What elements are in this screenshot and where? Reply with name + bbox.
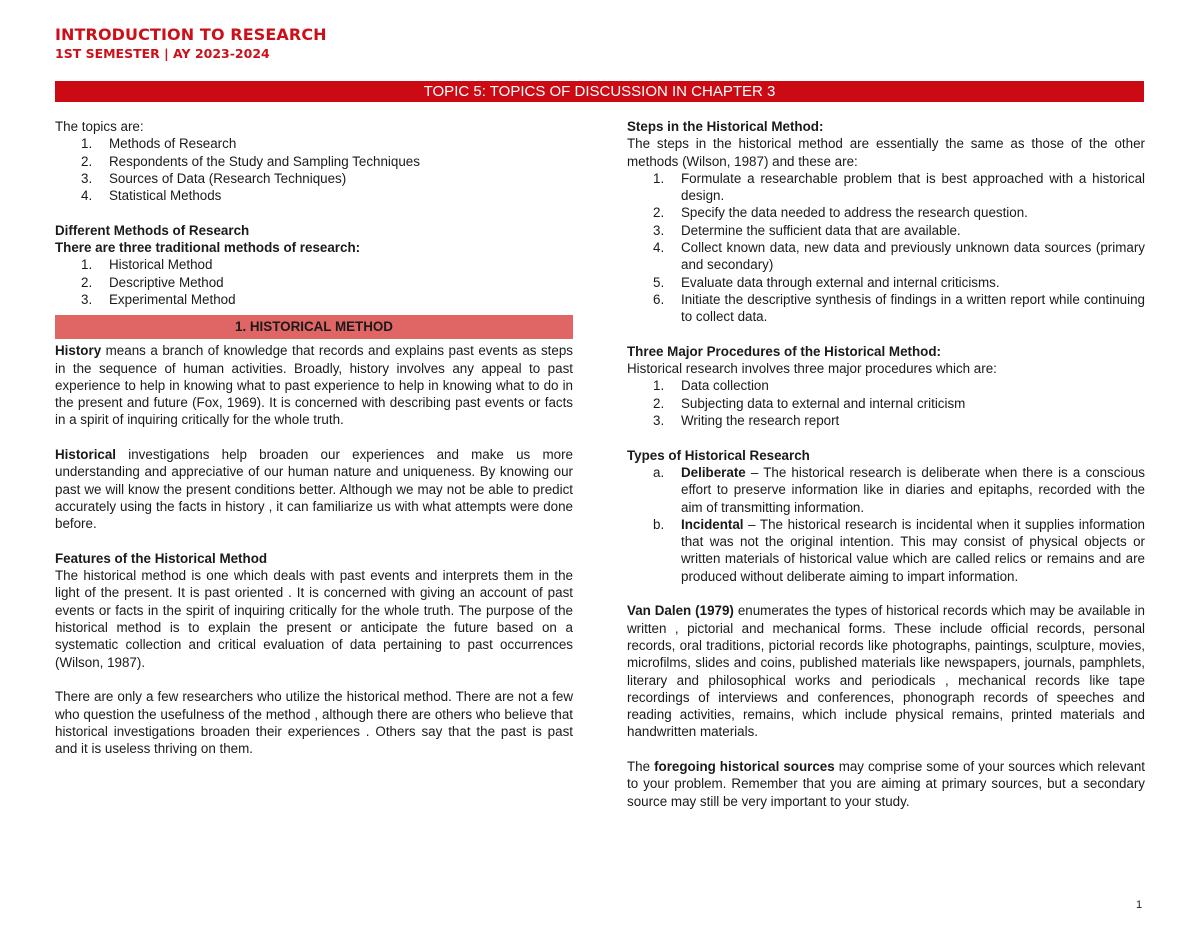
list-number: 3. — [81, 291, 93, 307]
list-item — [627, 412, 1145, 429]
list-item — [627, 291, 1145, 326]
list-text: Sources of Data (Research Techniques) — [109, 170, 347, 186]
list-letter: a. — [653, 464, 665, 480]
topic-title-bar: TOPIC 5: TOPICS OF DISCUSSION IN CHAPTER 3 — [55, 81, 1144, 102]
steps-heading: Steps in the Historical Method: — [627, 119, 824, 134]
list-text: Writing the research report — [681, 413, 840, 429]
foregoing-text: may comprise some of your sources which relevant to your problem. Remember that you are aiming at primary sources, but a secondary source may still be very important to your study. — [627, 758, 1145, 809]
procedures-intro: Historical research involves three major procedures which are: — [627, 361, 997, 377]
historical-text: investigations help broaden our experiences and make us more understanding and appreciative of our human nature and uniqueness. By knowing our past we will know the present conditions better. Although we may not be able to predict accurately using the facts in history , it can familiarize us with what attempts were done before. — [55, 447, 573, 532]
list-item — [627, 170, 1145, 205]
list-item — [55, 135, 573, 152]
list-text: Experimental Method — [109, 291, 236, 307]
right-column — [627, 118, 1145, 810]
list-number: 1. — [81, 257, 93, 273]
semester-label: 1ST SEMESTER | AY 2023-2024 — [55, 46, 270, 61]
list-text: Initiate the descriptive synthesis of findings in a written report while continuing to collect data. — [681, 291, 1145, 325]
list-text: Formulate a researchable problem that is best approached with a historical design. — [681, 170, 1145, 204]
history-paragraph — [55, 342, 573, 428]
type-term: Incidental — [681, 516, 744, 532]
foregoing-pre: The — [627, 758, 655, 774]
list-number: 1. — [653, 378, 665, 394]
list-number: 3. — [653, 413, 665, 429]
list-item — [55, 187, 573, 204]
few-researchers-paragraph: There are only a few researchers who utilize the historical method. There are not a few who question the usefulness of the method , although there are others who believe that historical investigations broaden their experiences . Others say that the past is past and it is useless thriving on them. — [55, 689, 573, 757]
list-number: 1. — [81, 136, 93, 152]
list-number: 2. — [653, 205, 665, 221]
methods-list — [55, 256, 573, 308]
list-item — [627, 222, 1145, 239]
historical-paragraph — [55, 446, 573, 532]
methods-heading: Different Methods of Research — [55, 222, 250, 238]
list-text: Statistical Methods — [109, 188, 222, 204]
features-heading: Features of the Historical Method — [55, 550, 268, 566]
list-number: 2. — [653, 395, 665, 411]
list-item — [55, 170, 573, 187]
list-number: 3. — [81, 170, 93, 186]
types-list — [627, 464, 1145, 585]
type-term: Deliberate — [681, 464, 746, 480]
steps-intro: The steps in the historical method are essentially the same as those of the other methods (Wilson, 1987) and these are: — [627, 136, 1145, 169]
list-item — [55, 274, 573, 291]
methods-subheading: There are three traditional methods of research: — [55, 240, 361, 256]
procedures-list — [627, 377, 1145, 429]
historical-term: Historical — [55, 447, 117, 463]
list-item — [627, 377, 1145, 394]
list-text: – The historical research is incidental when it supplies information that was not the original intention. This may consist of physical objects or written materials of historical value which are called relics or remains and are produced without deliberate aiming to impart information. — [681, 516, 1145, 584]
foregoing-term: foregoing historical sources — [654, 758, 835, 774]
features-paragraph: The historical method is one which deals with past events and interprets them in the light of the present. It is past oriented . It is concerned with giving an account of past events or facts in the spirit of inquiring critically for the whole truth. The purpose of the historical method is to explain the present or anticipate the future based on a systematic collection and critical evaluation of data pertaining to past occurrences (Wilson, 1987). — [55, 568, 573, 670]
list-item — [55, 153, 573, 170]
topics-list — [55, 135, 573, 204]
list-text: Collect known data, new data and previously unknown data sources (primary and secondary) — [681, 240, 1145, 273]
foregoing-paragraph — [627, 758, 1145, 810]
list-text: Historical Method — [109, 257, 213, 273]
list-text: Methods of Research — [109, 136, 237, 152]
list-item — [627, 516, 1145, 585]
list-number: 2. — [81, 274, 93, 290]
historical-method-bar: 1. HISTORICAL METHOD — [55, 315, 573, 339]
list-text: Specify the data needed to address the research question. — [681, 205, 1028, 221]
list-text: Descriptive Method — [109, 274, 224, 290]
course-title: INTRODUCTION TO RESEARCH — [55, 25, 327, 44]
topics-intro: The topics are: — [55, 119, 144, 134]
list-text: Data collection — [681, 378, 769, 394]
procedures-heading: Three Major Procedures of the Historical Method: — [627, 343, 941, 359]
list-item — [627, 204, 1145, 221]
page-number: 1 — [1136, 899, 1143, 911]
list-number: 6. — [653, 291, 665, 307]
van-dalen-paragraph — [627, 602, 1145, 740]
list-item — [55, 291, 573, 308]
list-number: 2. — [81, 153, 93, 169]
list-number: 4. — [81, 188, 93, 204]
list-text: Respondents of the Study and Sampling Techniques — [109, 153, 420, 169]
types-heading: Types of Historical Research — [627, 447, 810, 463]
steps-list — [627, 170, 1145, 326]
list-item — [627, 395, 1145, 412]
list-text: – The historical research is deliberate when there is a conscious effort to preserve information like in diaries and epitaphs, recorded with the aim of transmitting information. — [681, 464, 1145, 515]
history-text: means a branch of knowledge that records and explains past events as steps in the sequence of human activities. Broadly, history involves any appeal to past experience to help in knowing what to past experience to help in knowing what to do in the present and future (Fox, 1969). It is concerned with describing past events or facts in a spirit of inquiring critically for the whole truth. — [55, 343, 573, 428]
list-text: Subjecting data to external and internal criticism — [681, 395, 966, 411]
list-text: Determine the sufficient data that are available. — [681, 222, 961, 238]
history-term: History — [55, 343, 102, 359]
list-item — [627, 239, 1145, 274]
list-item — [627, 464, 1145, 516]
list-number: 4. — [653, 240, 665, 256]
left-column — [55, 118, 573, 757]
list-item — [627, 274, 1145, 291]
list-text: Evaluate data through external and internal criticisms. — [681, 274, 1000, 290]
list-number: 3. — [653, 222, 665, 238]
list-number: 1. — [653, 170, 665, 186]
van-dalen-term: Van Dalen (1979) — [627, 603, 734, 619]
list-letter: b. — [653, 516, 665, 532]
van-dalen-text: enumerates the types of historical records which may be available in written , pictorial and mechanical forms. These include official records, personal records, oral traditions, pictorial records like photographs, paintings, sculpture, movies, microfilms, slides and coins, published materials like newspapers, journals, pamphlets, literary and philosophical works and periodicals , mechanical records like tape recordings of interviews and conferences, phonograph records of speeches and reading activities, remains, which include physical remains, printed materials and handwritten materials. — [627, 603, 1145, 740]
list-item — [55, 256, 573, 273]
list-number: 5. — [653, 274, 665, 290]
